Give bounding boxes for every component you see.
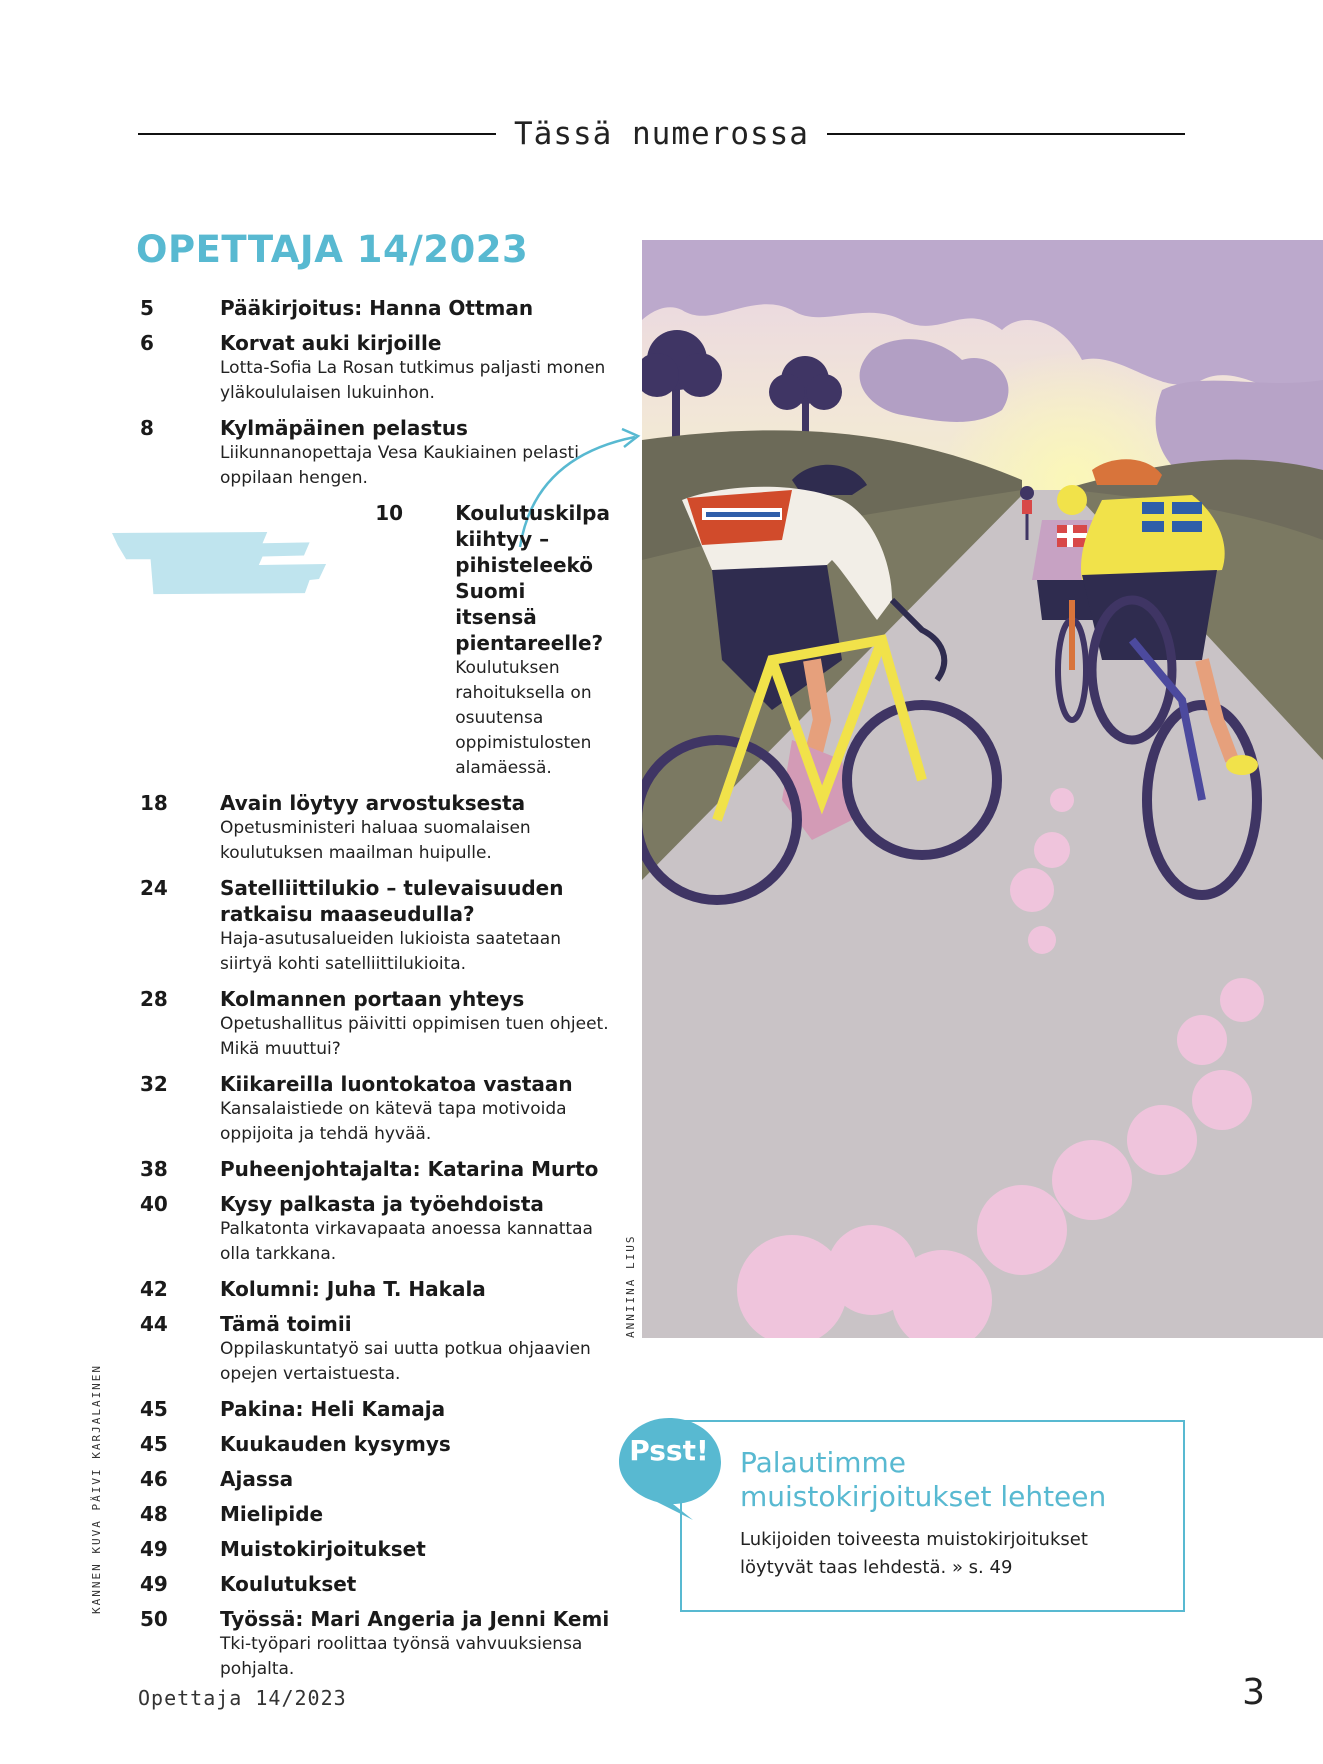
toc-entry-description: Oppilaskuntatyö sai uutta potkua ohjaavien opejen vertaistuesta. xyxy=(220,1339,591,1384)
toc-entry-body xyxy=(220,295,610,321)
toc-entry-description: Opetusministeri haluaa suomalaisen koulutuksen maailman huipulle. xyxy=(220,818,531,863)
toc-entry xyxy=(140,1191,610,1267)
toc-entry-body xyxy=(455,500,610,781)
toc-entry xyxy=(140,1466,610,1492)
toc-entry xyxy=(140,1606,610,1682)
toc-page-number: 45 xyxy=(140,1397,168,1421)
toc-page-number: 49 xyxy=(140,1572,168,1596)
toc-page-number: 46 xyxy=(140,1467,168,1491)
toc-entry-title: Koulutukset xyxy=(220,1572,357,1596)
toc-page-number: 24 xyxy=(140,876,168,900)
toc-entry-description: Tki-työpari roolittaa työnsä vahvuuksiensa pohjalta. xyxy=(220,1634,583,1679)
issue-title: OPETTAJA 14/2023 xyxy=(136,228,529,271)
toc-entry-title: Kuukauden kysymys xyxy=(220,1432,451,1456)
toc-entry-title: Kylmäpäinen pelastus xyxy=(220,416,468,440)
toc-entry-title: Ajassa xyxy=(220,1467,294,1491)
toc-page-number: 44 xyxy=(140,1312,168,1336)
toc-page-number: 42 xyxy=(140,1277,168,1301)
toc-entry-title: Avain löytyy arvostuksesta xyxy=(220,791,526,815)
toc-page-number: 48 xyxy=(140,1502,168,1526)
toc-entry-body xyxy=(220,1311,610,1387)
toc-page-number: 45 xyxy=(140,1432,168,1456)
toc-page-number: 8 xyxy=(140,416,154,440)
toc-entry xyxy=(140,1156,610,1182)
psst-badge: Psst! xyxy=(617,1412,729,1522)
toc-entry-body xyxy=(220,1396,610,1422)
toc-entry-description: Koulutuksen rahoituksella on osuutensa oppimistulosten alamäessä. xyxy=(455,658,592,778)
toc-entry xyxy=(140,330,610,406)
toc-entry xyxy=(140,1501,610,1527)
toc-page-number: 40 xyxy=(140,1192,168,1216)
toc-entry xyxy=(140,1431,610,1457)
toc-page-number: 10 xyxy=(375,501,404,525)
toc-page-number: 6 xyxy=(140,331,154,355)
toc-entry xyxy=(140,1311,610,1387)
psst-box xyxy=(680,1420,1185,1612)
toc-entry-title: Korvat auki kirjoille xyxy=(220,331,442,355)
toc-entry-title: Kolumni: Juha T. Hakala xyxy=(220,1277,486,1301)
toc-entry xyxy=(140,1536,610,1562)
header-rule-right xyxy=(827,133,1185,135)
table-of-contents xyxy=(140,295,610,1691)
toc-entry-description: Kansalaistiede on kätevä tapa motivoida oppijoita ja tehdä hyvää. xyxy=(220,1099,567,1144)
toc-entry-body xyxy=(220,790,610,866)
toc-entry-body xyxy=(220,1536,610,1562)
toc-page-number: 18 xyxy=(140,791,168,815)
toc-page-number: 49 xyxy=(140,1537,168,1561)
toc-entry-title: Muistokirjoitukset xyxy=(220,1537,426,1561)
psst-title: Palautimme muistokirjoitukset lehteen xyxy=(740,1446,1107,1513)
cover-illustration xyxy=(642,240,1323,1338)
toc-entry-title: Kolmannen portaan yhteys xyxy=(220,987,525,1011)
footer-magazine: Opettaja 14/2023 xyxy=(138,1686,347,1710)
toc-entry xyxy=(140,1276,610,1302)
toc-entry-body xyxy=(220,330,610,406)
toc-entry-body xyxy=(220,875,610,977)
page-number: 3 xyxy=(1242,1672,1265,1713)
toc-entry-description: Palkatonta virkavapaata anoessa kannattaa olla tarkkana. xyxy=(220,1219,593,1264)
toc-entry-body xyxy=(220,986,610,1062)
highlight-brush xyxy=(112,494,347,634)
toc-entry-body xyxy=(220,1276,610,1302)
toc-entry-description: Liikunnanopettaja Vesa Kaukiainen pelasti oppilaan hengen. xyxy=(220,443,579,488)
toc-entry xyxy=(140,295,610,321)
toc-entry xyxy=(140,790,610,866)
toc-entry-title: Työssä: Mari Angeria ja Jenni Kemi xyxy=(220,1607,610,1631)
toc-entry-body xyxy=(220,1501,610,1527)
toc-entry-title: Pääkirjoitus: Hanna Ottman xyxy=(220,296,534,320)
toc-entry-body xyxy=(220,1571,610,1597)
toc-page-number: 38 xyxy=(140,1157,168,1181)
toc-page-number: 50 xyxy=(140,1607,168,1631)
toc-entry-title: Puheenjohtajalta: Katarina Murto xyxy=(220,1157,599,1181)
toc-entry xyxy=(140,1071,610,1147)
toc-entry-title: Mielipide xyxy=(220,1502,324,1526)
toc-entry-title: Kiikareilla luontokatoa vastaan xyxy=(220,1072,573,1096)
header-rule-left xyxy=(138,133,496,135)
toc-entry-body xyxy=(220,1071,610,1147)
toc-entry-title: Kysy palkasta ja työehdoista xyxy=(220,1192,544,1216)
toc-entry-title: Pakina: Heli Kamaja xyxy=(220,1397,446,1421)
cyclists-illustration xyxy=(642,240,1323,1338)
toc-entry-title: Tämä toimii xyxy=(220,1312,352,1336)
toc-entry-title: Koulutuskilpa kiihtyy – pihisteleekö Suomi itsensä pientareelle? xyxy=(455,501,610,655)
toc-page-number: 5 xyxy=(140,296,154,320)
toc-entry xyxy=(140,875,610,977)
psst-text: Lukijoiden toiveesta muistokirjoitukset löytyvät taas lehdestä. » s. 49 xyxy=(740,1529,1088,1578)
toc-entry-body xyxy=(220,1431,610,1457)
toc-entry xyxy=(140,500,610,781)
toc-entry xyxy=(140,1396,610,1422)
toc-entry-description: Lotta-Sofia La Rosan tutkimus paljasti monen yläkoululaisen lukuinhon. xyxy=(220,358,606,403)
toc-entry-body xyxy=(220,1156,610,1182)
section-title: Tässä numerossa xyxy=(514,116,809,152)
toc-entry xyxy=(140,986,610,1062)
page-header xyxy=(138,112,1185,156)
toc-entry-description: Opetushallitus päivitti oppimisen tuen ohjeet. Mikä muuttui? xyxy=(220,1014,609,1059)
toc-entry-body xyxy=(220,1191,610,1267)
toc-entry-body xyxy=(220,1606,610,1682)
toc-entry xyxy=(140,1571,610,1597)
toc-entry-description: Haja-asutusalueiden lukioista saatetaan siirtyä kohti satelliittilukioita. xyxy=(220,929,561,974)
toc-page-number: 32 xyxy=(140,1072,168,1096)
toc-entry-title: Satelliittilukio – tulevaisuuden ratkaisu maaseudulla? xyxy=(220,876,564,926)
toc-page-number: 28 xyxy=(140,987,168,1011)
speech-bubble-icon xyxy=(617,1412,729,1522)
toc-entry-body xyxy=(220,1466,610,1492)
